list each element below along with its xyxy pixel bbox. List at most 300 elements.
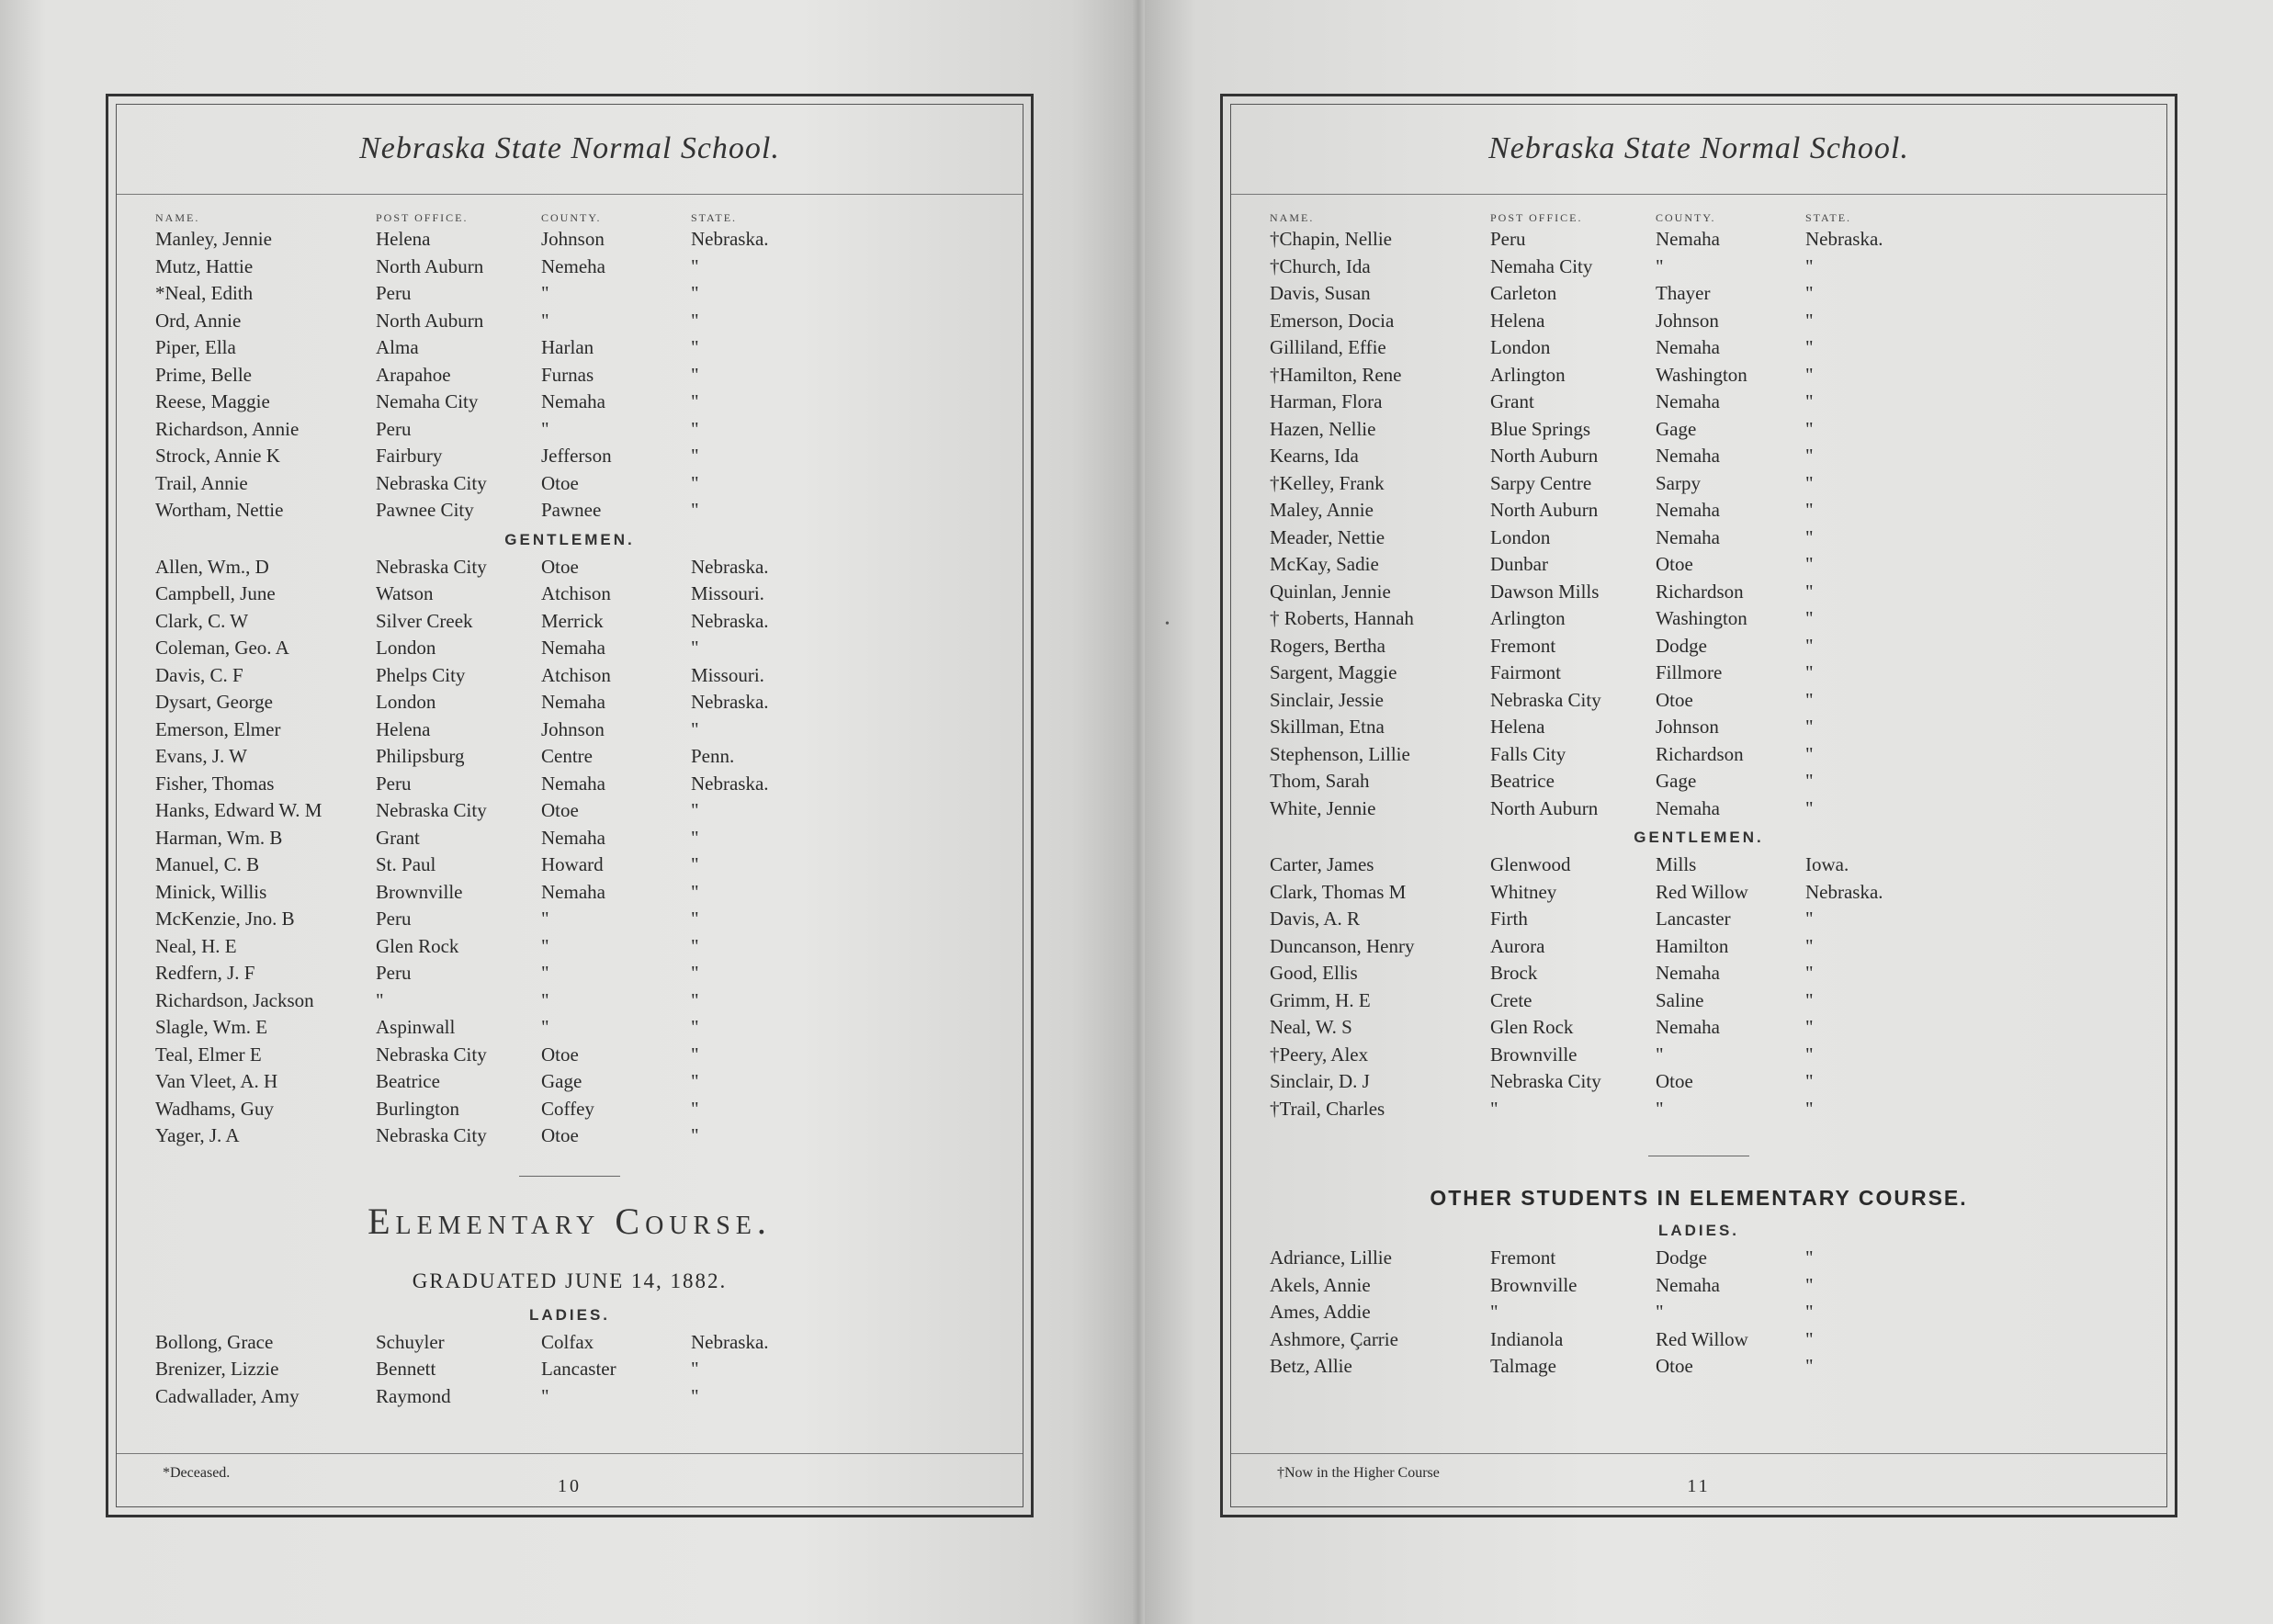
post-office: Aspinwall	[376, 1016, 456, 1038]
state: "	[1805, 1327, 1814, 1350]
student-name: Adriance, Lillie	[1270, 1246, 1392, 1269]
county: "	[541, 1016, 549, 1038]
student-name: Manley, Jennie	[155, 228, 272, 250]
student-name: Harman, Flora	[1270, 390, 1383, 412]
post-office: Beatrice	[1490, 770, 1555, 792]
post-office: Crete	[1490, 988, 1532, 1011]
county: "	[541, 309, 549, 332]
state: Missouri.	[691, 582, 764, 604]
state: "	[1805, 634, 1814, 657]
table-row	[117, 226, 1023, 254]
county: "	[541, 962, 549, 984]
col-state: STATE.	[691, 211, 738, 224]
state: "	[691, 390, 699, 412]
student-name: Brenizer, Lizzie	[155, 1358, 279, 1380]
table-row	[117, 851, 1023, 879]
table-row	[117, 581, 1023, 608]
student-name: Ashmore, Çarrie	[1270, 1327, 1398, 1350]
county: Merrick	[541, 609, 604, 632]
state: "	[691, 363, 699, 386]
student-name: Minick, Willis	[155, 880, 267, 903]
state: "	[1805, 962, 1814, 984]
student-name: Carter, James	[1270, 853, 1374, 875]
student-name: †Peery, Alex	[1270, 1043, 1369, 1066]
table-row	[1231, 334, 2166, 362]
state: "	[1805, 390, 1814, 412]
student-name: Ames, Addie	[1270, 1301, 1371, 1323]
table-row	[1231, 768, 2166, 795]
student-name: Sinclair, D. J	[1270, 1070, 1370, 1092]
page-frame-left	[106, 94, 1034, 1517]
table-row	[1231, 851, 2166, 879]
table-row	[117, 689, 1023, 716]
state: "	[691, 1358, 699, 1380]
student-name: Sinclair, Jessie	[1270, 688, 1384, 711]
student-name: †Church, Ida	[1270, 254, 1371, 277]
table-row	[1231, 1299, 2166, 1326]
post-office: Blue Springs	[1490, 417, 1591, 440]
post-office: North Auburn	[1490, 499, 1599, 521]
student-name: Good, Ellis	[1270, 962, 1358, 984]
county: Nemaha	[1656, 1016, 1720, 1038]
student-name: Betz, Allie	[1270, 1355, 1352, 1377]
page-number: 11	[1687, 1476, 1711, 1496]
county: Jefferson	[541, 445, 612, 467]
post-office: "	[1490, 1097, 1498, 1120]
table-row	[117, 1329, 1023, 1357]
student-name: Manuel, C. B	[155, 853, 260, 875]
state: "	[1805, 908, 1814, 930]
state: "	[691, 282, 699, 304]
table-row	[117, 334, 1023, 362]
table-row	[1231, 1096, 2166, 1123]
table-row	[1231, 605, 2166, 633]
county: Johnson	[541, 717, 605, 740]
state: "	[1805, 471, 1814, 494]
student-name: Van Vleet, A. H	[155, 1070, 278, 1092]
table-row	[117, 1042, 1023, 1069]
county: Nemaha	[541, 637, 605, 659]
state: "	[1805, 661, 1814, 683]
post-office: Brownville	[1490, 1273, 1578, 1296]
table-row	[117, 906, 1023, 933]
post-office: London	[1490, 525, 1551, 548]
table-row	[117, 960, 1023, 987]
table-row	[117, 308, 1023, 335]
county: Otoe	[1656, 553, 1693, 575]
student-name: Thom, Sarah	[1270, 770, 1370, 792]
table-row	[117, 1122, 1023, 1150]
student-name: Trail, Annie	[155, 471, 248, 494]
student-name: †Hamilton, Rene	[1270, 363, 1402, 386]
county: Sarpy	[1656, 471, 1701, 494]
state: "	[1805, 1246, 1814, 1269]
post-office: Helena	[1490, 716, 1545, 738]
county: Furnas	[541, 363, 594, 386]
county: Centre	[541, 745, 593, 767]
county: Harlan	[541, 336, 594, 358]
table-row	[1231, 497, 2166, 524]
state: "	[691, 934, 699, 957]
county: "	[541, 908, 549, 930]
student-name: Gilliland, Effie	[1270, 336, 1386, 358]
post-office: North Auburn	[376, 254, 484, 277]
county: "	[1656, 254, 1664, 277]
table-row	[117, 254, 1023, 281]
post-office: Nemaha City	[1490, 254, 1593, 277]
post-office: Helena	[376, 228, 431, 250]
table-row	[117, 416, 1023, 444]
state: "	[691, 1043, 699, 1066]
table-row	[1231, 443, 2166, 470]
ladies-heading: LADIES.	[528, 1305, 611, 1324]
county: Richardson	[1656, 742, 1744, 765]
post-office: Brownville	[376, 880, 463, 903]
state: "	[1805, 309, 1814, 332]
state: "	[1805, 1016, 1814, 1038]
county: Nemaha	[1656, 336, 1720, 358]
county: "	[541, 282, 549, 304]
table-row	[117, 825, 1023, 852]
gentlemen-heading: GENTLEMEN.	[1634, 829, 1764, 846]
post-office: Silver Creek	[376, 609, 473, 632]
student-name: Harman, Wm. B	[155, 826, 283, 849]
post-office: Watson	[376, 582, 434, 604]
footnote: †Now in the Higher Course	[1277, 1465, 1440, 1481]
student-name: Hazen, Nellie	[1270, 417, 1376, 440]
student-name: Wadhams, Guy	[155, 1097, 274, 1120]
student-name: †Trail, Charles	[1270, 1097, 1385, 1120]
post-office: Nebraska City	[376, 1124, 487, 1146]
state: "	[691, 988, 699, 1011]
county: Coffey	[541, 1097, 594, 1120]
post-office: Firth	[1490, 908, 1528, 930]
table-row	[117, 933, 1023, 961]
table-row	[117, 1356, 1023, 1383]
table-row	[117, 280, 1023, 308]
ladies-list	[117, 226, 1023, 524]
county: Nemaha	[1656, 796, 1720, 819]
col-name: NAME.	[155, 211, 200, 224]
graduated-subheading: GRADUATED JUNE 14, 1882.	[412, 1269, 728, 1292]
state: Nebraska.	[691, 609, 769, 632]
county: Howard	[541, 853, 604, 875]
student-name: Hanks, Edward W. M	[155, 799, 322, 821]
student-name: Davis, Susan	[1270, 282, 1371, 304]
county: Fillmore	[1656, 661, 1723, 683]
post-office: Sarpy Centre	[1490, 471, 1592, 494]
post-office: "	[1490, 1301, 1498, 1323]
post-office: Peru	[376, 417, 412, 440]
post-office: Pawnee City	[376, 499, 474, 521]
post-office: Peru	[376, 908, 412, 930]
student-name: Teal, Elmer E	[155, 1043, 262, 1066]
state: "	[1805, 988, 1814, 1011]
student-name: Emerson, Docia	[1270, 309, 1395, 332]
state: "	[691, 1016, 699, 1038]
post-office: North Auburn	[1490, 796, 1599, 819]
county: Otoe	[541, 555, 579, 578]
county: Dodge	[1656, 1246, 1707, 1269]
student-name: Campbell, June	[155, 582, 276, 604]
page-footer	[1231, 1453, 2166, 1506]
table-row	[1231, 1245, 2166, 1272]
state: "	[691, 717, 699, 740]
state: "	[691, 908, 699, 930]
state: Iowa.	[1805, 853, 1849, 875]
table-row	[1231, 416, 2166, 444]
county: Red Willow	[1656, 880, 1748, 903]
table-row	[117, 1014, 1023, 1042]
county: Thayer	[1656, 282, 1711, 304]
post-office: Bennett	[376, 1358, 436, 1380]
state: Nebraska.	[691, 555, 769, 578]
county: Nemaha	[541, 880, 605, 903]
state: "	[691, 826, 699, 849]
post-office: Glen Rock	[376, 934, 459, 957]
state: "	[1805, 553, 1814, 575]
county: Nemeha	[541, 254, 605, 277]
student-name: Richardson, Annie	[155, 417, 300, 440]
student-name: Mutz, Hattie	[155, 254, 254, 277]
post-office: Nebraska City	[1490, 688, 1601, 711]
state: Nebraska.	[691, 228, 769, 250]
table-row	[1231, 906, 2166, 933]
state: "	[1805, 1097, 1814, 1120]
county: Nemaha	[541, 691, 605, 713]
table-row	[117, 362, 1023, 389]
county: "	[1656, 1301, 1664, 1323]
student-name: Neal, W. S	[1270, 1016, 1352, 1038]
student-name: Maley, Annie	[1270, 499, 1374, 521]
post-office: Nebraska City	[376, 1043, 487, 1066]
post-office: St. Paul	[376, 853, 436, 875]
county: "	[541, 1384, 549, 1407]
table-row	[1231, 633, 2166, 660]
post-office: Burlington	[376, 1097, 460, 1120]
state: "	[1805, 1043, 1814, 1066]
county: Nemaha	[541, 826, 605, 849]
table-row	[1231, 280, 2166, 308]
post-office: Glenwood	[1490, 853, 1571, 875]
state: "	[691, 1070, 699, 1092]
student-name: Stephenson, Lillie	[1270, 742, 1410, 765]
state: Nebraska.	[1805, 228, 1883, 250]
county: Lancaster	[1656, 908, 1731, 930]
state: "	[1805, 1355, 1814, 1377]
state: "	[691, 417, 699, 440]
post-office: Arlington	[1490, 607, 1566, 629]
gentlemen-list	[1231, 851, 2166, 1122]
state: "	[691, 336, 699, 358]
state: "	[1805, 417, 1814, 440]
table-row	[117, 443, 1023, 470]
table-row	[117, 389, 1023, 416]
student-name: Clark, C. W	[155, 609, 249, 632]
col-county: COUNTY.	[541, 211, 602, 224]
student-name: Akels, Annie	[1270, 1273, 1371, 1296]
state: Nebraska.	[691, 1330, 769, 1353]
other-ladies-list	[1231, 1245, 2166, 1381]
county: Gage	[541, 1070, 582, 1092]
student-name: Duncanson, Henry	[1270, 934, 1415, 957]
state: "	[691, 962, 699, 984]
county: Nemaha	[1656, 1273, 1720, 1296]
student-name: Prime, Belle	[155, 363, 252, 386]
post-office: Alma	[376, 336, 419, 358]
post-office: Brownville	[1490, 1043, 1578, 1066]
post-office: Indianola	[1490, 1327, 1564, 1350]
student-name: Bollong, Grace	[155, 1330, 274, 1353]
page-footer	[117, 1453, 1023, 1506]
state: "	[691, 1384, 699, 1407]
post-office: London	[376, 637, 436, 659]
table-row	[117, 554, 1023, 581]
student-name: Clark, Thomas M	[1270, 880, 1407, 903]
table-row	[117, 771, 1023, 798]
county: Pawnee	[541, 499, 602, 521]
state: Nebraska.	[691, 772, 769, 795]
table-row	[1231, 1353, 2166, 1381]
state: "	[691, 853, 699, 875]
table-row	[117, 987, 1023, 1015]
student-name: Strock, Annie K	[155, 445, 280, 467]
table-row	[117, 1068, 1023, 1096]
table-row	[1231, 226, 2166, 254]
state: "	[1805, 796, 1814, 819]
state: "	[1805, 742, 1814, 765]
table-row	[117, 743, 1023, 771]
post-office: Phelps City	[376, 663, 466, 686]
county: Otoe	[541, 1124, 579, 1146]
county: Nemaha	[1656, 445, 1720, 467]
table-row	[1231, 879, 2166, 907]
county: Washington	[1656, 363, 1747, 386]
state: "	[691, 880, 699, 903]
post-office: London	[376, 691, 436, 713]
state: Missouri.	[691, 663, 764, 686]
state: "	[1805, 363, 1814, 386]
post-office: Nebraska City	[376, 799, 487, 821]
state: "	[691, 499, 699, 521]
post-office: Carleton	[1490, 282, 1557, 304]
county: Richardson	[1656, 580, 1744, 603]
state: "	[1805, 580, 1814, 603]
county: Nemaha	[541, 772, 605, 795]
post-office: Arlington	[1490, 363, 1566, 386]
post-office: Arapahoe	[376, 363, 451, 386]
state: "	[691, 471, 699, 494]
student-name: † Roberts, Hannah	[1270, 607, 1414, 629]
student-name: †Kelley, Frank	[1270, 471, 1385, 494]
county: Atchison	[541, 663, 611, 686]
student-name: Meader, Nettie	[1270, 525, 1385, 548]
table-row	[117, 1096, 1023, 1123]
state: "	[691, 1124, 699, 1146]
state: "	[691, 799, 699, 821]
col-post-office: POST OFFICE.	[1490, 211, 1583, 224]
gentlemen-list	[117, 554, 1023, 1150]
county: Nemaha	[1656, 390, 1720, 412]
book-gutter	[1132, 0, 1145, 1624]
state: "	[1805, 1301, 1814, 1323]
student-name: Redfern, J. F	[155, 962, 255, 984]
gentlemen-heading: GENTLEMEN.	[504, 530, 635, 548]
col-county: COUNTY.	[1656, 211, 1716, 224]
county: Nemaha	[1656, 962, 1720, 984]
student-name: Davis, C. F	[155, 663, 243, 686]
county: "	[541, 417, 549, 440]
student-name: Skillman, Etna	[1270, 716, 1385, 738]
post-office: Talmage	[1490, 1355, 1556, 1377]
student-name: Rogers, Bertha	[1270, 634, 1385, 657]
table-row	[1231, 1014, 2166, 1042]
post-office: Fairmont	[1490, 661, 1561, 683]
state: "	[1805, 336, 1814, 358]
page-header: Nebraska State Normal School.	[1231, 105, 2166, 195]
student-name: *Neal, Edith	[155, 282, 254, 304]
post-office: Nebraska City	[376, 555, 487, 578]
column-headers	[117, 195, 1023, 226]
student-name: Evans, J. W	[155, 745, 247, 767]
county: Hamilton	[1656, 934, 1729, 957]
table-row	[1231, 1326, 2166, 1354]
state: "	[1805, 282, 1814, 304]
table-row	[1231, 714, 2166, 741]
post-office: Falls City	[1490, 742, 1566, 765]
state: "	[1805, 445, 1814, 467]
table-row	[1231, 795, 2166, 823]
col-post-office: POST OFFICE.	[376, 211, 469, 224]
county: Gage	[1656, 770, 1697, 792]
table-row	[117, 662, 1023, 690]
post-office: Dunbar	[1490, 553, 1548, 575]
post-office: Nemaha City	[376, 390, 479, 412]
col-name: NAME.	[1270, 211, 1315, 224]
county: Nemaha	[541, 390, 605, 412]
page-header: Nebraska State Normal School.	[117, 105, 1023, 195]
county: Saline	[1656, 988, 1704, 1011]
county: Gage	[1656, 417, 1697, 440]
county: Nemaha	[1656, 499, 1720, 521]
post-office: "	[376, 988, 384, 1011]
state: "	[1805, 254, 1814, 277]
student-name: Richardson, Jackson	[155, 988, 314, 1011]
student-name: Coleman, Geo. A	[155, 637, 289, 659]
state: "	[691, 254, 699, 277]
student-name: White, Jennie	[1270, 796, 1376, 819]
county: Johnson	[541, 228, 605, 250]
county: Otoe	[1656, 1070, 1693, 1092]
state: "	[1805, 688, 1814, 711]
county: Otoe	[541, 799, 579, 821]
post-office: Dawson Mills	[1490, 580, 1600, 603]
student-name: Quinlan, Jennie	[1270, 580, 1391, 603]
county: Nemaha	[1656, 525, 1720, 548]
post-office: North Auburn	[376, 309, 484, 332]
student-name: Emerson, Elmer	[155, 717, 281, 740]
post-office: Aurora	[1490, 934, 1545, 957]
table-row	[1231, 1068, 2166, 1096]
table-row	[117, 1383, 1023, 1411]
student-name: Allen, Wm., D	[155, 555, 269, 578]
table-row	[1231, 960, 2166, 987]
state: Nebraska.	[691, 691, 769, 713]
col-state: STATE.	[1805, 211, 1852, 224]
student-name: Dysart, George	[155, 691, 273, 713]
state: "	[1805, 1070, 1814, 1092]
post-office: Grant	[1490, 390, 1534, 412]
